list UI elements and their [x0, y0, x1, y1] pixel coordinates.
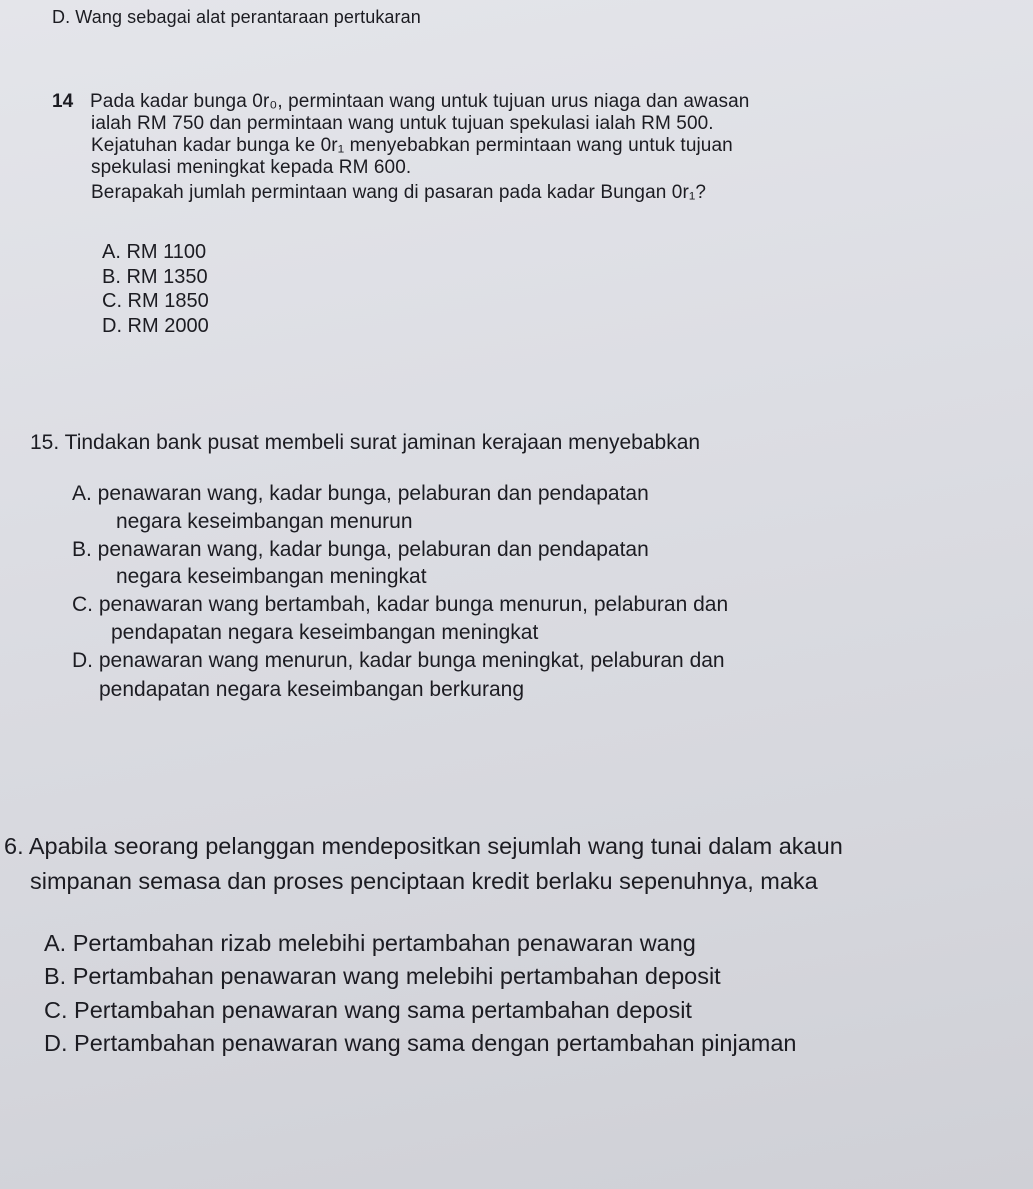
q15-option-c-line-2: pendapatan negara keseimbangan meningkat	[111, 621, 539, 644]
q14-line-2: ialah RM 750 dan permintaan wang untuk tujuan spekulasi ialah RM 500.	[91, 113, 714, 134]
previous-question-option-fragment: D. Wang sebagai alat perantaraan pertukaran	[52, 7, 421, 27]
q15-option-b-line-1: B. penawaran wang, kadar bunga, pelaburan dan pendapatan	[72, 538, 649, 561]
q14-option-a: A. RM 1100	[102, 241, 207, 263]
q15-option-a-line-1: A. penawaran wang, kadar bunga, pelaburan dan pendapatan	[72, 482, 649, 505]
q15-option-d-line-2: pendapatan negara keseimbangan berkurang	[99, 678, 524, 701]
q15-option-c-line-1: C. penawaran wang bertambah, kadar bunga menurun, pelaburan dan	[72, 593, 729, 616]
q16-option-c: C. Pertambahan penawaran wang sama pertambahan deposit	[44, 997, 692, 1023]
q15-question: 15. Tindakan bank pusat membeli surat jaminan kerajaan menyebabkan	[30, 431, 701, 454]
q14-line-4: spekulasi meningkat kepada RM 600.	[91, 157, 412, 178]
q14-option-b: B. RM 1350	[102, 266, 208, 288]
q16-option-a: A. Pertambahan rizab melebihi pertambahan penawaran wang	[44, 930, 696, 956]
q14-line-1: Pada kadar bunga 0r₀, permintaan wang untuk tujuan urus niaga dan awasan	[90, 91, 750, 112]
q14-option-d: D. RM 2000	[102, 315, 209, 337]
q16-option-d: D. Pertambahan penawaran wang sama dengan pertambahan pinjaman	[44, 1030, 797, 1056]
q15-option-a-line-2: negara keseimbangan menurun	[116, 510, 413, 533]
q15-option-d-line-1: D. penawaran wang menurun, kadar bunga meningkat, pelaburan dan	[72, 649, 725, 672]
q15-option-b-line-2: negara keseimbangan meningkat	[116, 565, 427, 588]
q14-number: 14	[52, 91, 74, 112]
q14-option-c: C. RM 1850	[102, 290, 209, 312]
q16-line-2: simpanan semasa dan proses penciptaan kredit berlaku sepenuhnya, maka	[30, 868, 818, 894]
q16-option-b: B. Pertambahan penawaran wang melebihi pertambahan deposit	[44, 963, 721, 989]
q14-line-5: Berapakah jumlah permintaan wang di pasaran pada kadar Bungan 0r₁?	[91, 182, 707, 203]
q16-line-1: 6. Apabila seorang pelanggan mendepositkan sejumlah wang tunai dalam akaun	[4, 833, 843, 859]
q14-line-3: Kejatuhan kadar bunga ke 0r₁ menyebabkan permintaan wang untuk tujuan	[91, 135, 733, 156]
